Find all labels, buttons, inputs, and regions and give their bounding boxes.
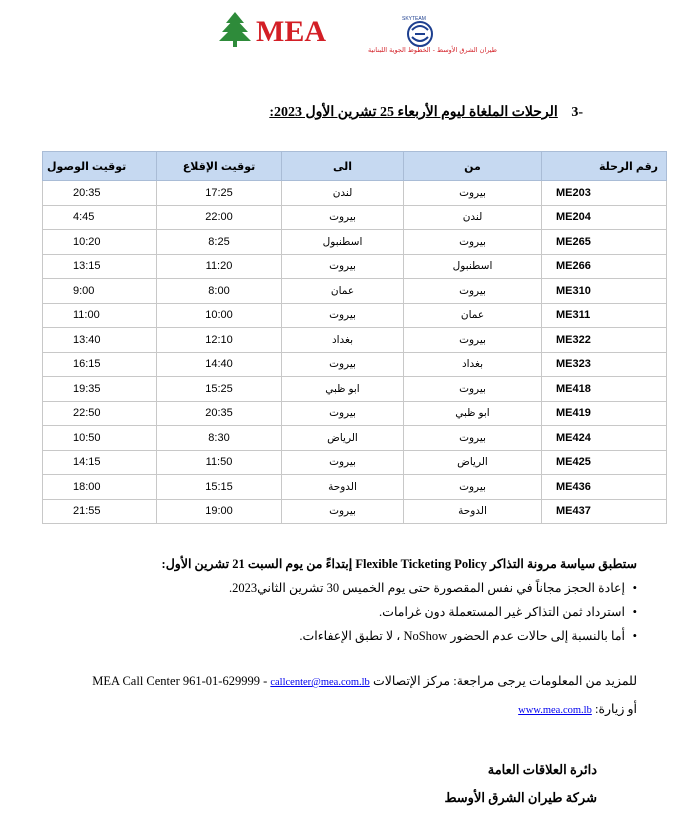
cell-flight-number: ME418 (542, 377, 667, 402)
cell-from: اسطنبول (404, 254, 542, 279)
skyteam-label: SKYTEAM (402, 16, 426, 22)
cell-departure: 20:35 (157, 401, 282, 426)
contact-line (37, 668, 637, 696)
cell-departure: 8:00 (157, 279, 282, 304)
cell-arrival: 9:00 (43, 279, 157, 304)
cell-to: لندن (282, 181, 404, 206)
table-row (43, 181, 667, 206)
cell-from: عمان (404, 303, 542, 328)
department-name: دائرة العلاقات العامة (487, 762, 597, 777)
cell-from: الدوحة (404, 499, 542, 524)
cell-to: الرياض (282, 426, 404, 451)
cell-arrival: 14:15 (43, 450, 157, 475)
cell-flight-number: ME323 (542, 352, 667, 377)
cell-flight-number: ME203 (542, 181, 667, 206)
cell-arrival: 16:15 (43, 352, 157, 377)
cell-departure: 11:20 (157, 254, 282, 279)
cell-from: بيروت (404, 279, 542, 304)
table-header-row (43, 152, 667, 181)
brand-name: MEA (256, 15, 326, 48)
table-row (43, 475, 667, 500)
cell-flight-number: ME266 (542, 254, 667, 279)
visit-label: أو زيارة: (594, 702, 637, 716)
cell-to: بيروت (282, 205, 404, 230)
cell-arrival: 20:35 (43, 181, 157, 206)
cell-departure: 10:00 (157, 303, 282, 328)
cell-to: بيروت (282, 450, 404, 475)
cedar-tree-icon (219, 12, 251, 47)
contact-text: للمزيد من المعلومات يرجى مراجعة: مركز الإتصالات MEA Call Center 961-01-629999 - (92, 674, 637, 688)
cell-arrival: 10:20 (43, 230, 157, 255)
table-row (43, 499, 667, 524)
policy-item: • أما بالنسبة إلى حالات عدم الحضور NoShow ، لا تطبق الإعفاءات. (37, 624, 625, 648)
section-number: -3 (571, 105, 583, 120)
cell-flight-number: ME310 (542, 279, 667, 304)
cell-departure: 15:25 (157, 377, 282, 402)
email-link[interactable]: callcenter@mea.com.lb (270, 677, 370, 688)
cell-arrival: 10:50 (43, 426, 157, 451)
cell-to: اسطنبول (282, 230, 404, 255)
cell-from: ابو ظبي (404, 401, 542, 426)
cell-flight-number: ME419 (542, 401, 667, 426)
cell-flight-number: ME322 (542, 328, 667, 353)
cell-from: بيروت (404, 230, 542, 255)
cell-to: ابو ظبي (282, 377, 404, 402)
table-row (43, 230, 667, 255)
brand-subtitle: طيران الشرق الأوسط - الخطوط الجوية اللبنانية (368, 46, 497, 54)
table-row (43, 352, 667, 377)
cancelled-flights-table (42, 151, 667, 524)
cell-from: بيروت (404, 181, 542, 206)
cell-to: بغداد (282, 328, 404, 353)
policy-item: • استرداد ثمن التذاكر غير المستعملة دون غرامات. (37, 600, 625, 624)
table-row (43, 401, 667, 426)
cell-arrival: 22:50 (43, 401, 157, 426)
cell-departure: 12:10 (157, 328, 282, 353)
table-row (43, 426, 667, 451)
cell-to: بيروت (282, 254, 404, 279)
cell-to: بيروت (282, 352, 404, 377)
header-to: الى (282, 152, 404, 181)
section-heading (269, 104, 583, 121)
header-from: من (404, 152, 542, 181)
policy-list (37, 576, 637, 648)
mea-logo (218, 10, 497, 60)
cell-arrival: 13:15 (43, 254, 157, 279)
skyteam-icon (408, 22, 432, 46)
cell-arrival: 18:00 (43, 475, 157, 500)
cell-to: بيروت (282, 401, 404, 426)
table-row (43, 279, 667, 304)
cell-flight-number: ME265 (542, 230, 667, 255)
table-row (43, 377, 667, 402)
cell-departure: 14:40 (157, 352, 282, 377)
cell-flight-number: ME425 (542, 450, 667, 475)
cell-arrival: 11:00 (43, 303, 157, 328)
cell-from: بيروت (404, 377, 542, 402)
cell-to: بيروت (282, 499, 404, 524)
cell-to: عمان (282, 279, 404, 304)
table-row (43, 254, 667, 279)
cell-departure: 15:15 (157, 475, 282, 500)
table-row (43, 328, 667, 353)
policy-item: • إعادة الحجز مجاناً في نفس المقصورة حتى يوم الخميس 30 تشرين الثاني2023. (37, 576, 625, 600)
cell-from: بيروت (404, 328, 542, 353)
cell-departure: 8:25 (157, 230, 282, 255)
cell-from: بيروت (404, 475, 542, 500)
cell-flight-number: ME311 (542, 303, 667, 328)
cell-from: لندن (404, 205, 542, 230)
signature-block (444, 756, 597, 812)
cell-flight-number: ME424 (542, 426, 667, 451)
header-flight-number: رقم الرحلة (542, 152, 667, 181)
cell-arrival: 19:35 (43, 377, 157, 402)
contact-info (37, 668, 637, 724)
cell-arrival: 21:55 (43, 499, 157, 524)
cell-flight-number: ME437 (542, 499, 667, 524)
cell-departure: 17:25 (157, 181, 282, 206)
cell-to: بيروت (282, 303, 404, 328)
header-departure: توقيت الإقلاع (157, 152, 282, 181)
table-row (43, 450, 667, 475)
cell-departure: 19:00 (157, 499, 282, 524)
policy-intro: ستطبق سياسة مرونة التذاكر Flexible Ticketing Policy إبتداءً من يوم السبت 21 تشرين الأول: (161, 557, 637, 571)
cell-flight-number: ME204 (542, 205, 667, 230)
table-row (43, 303, 667, 328)
cell-from: الرياض (404, 450, 542, 475)
cell-departure: 8:30 (157, 426, 282, 451)
cell-flight-number: ME436 (542, 475, 667, 500)
visit-line (37, 696, 637, 724)
cell-departure: 22:00 (157, 205, 282, 230)
table-row (43, 205, 667, 230)
website-link[interactable]: www.mea.com.lb (518, 705, 592, 716)
section-title: الرحلات الملغاة ليوم الأربعاء 25 تشرين الأول 2023: (269, 105, 558, 120)
cell-to: الدوحة (282, 475, 404, 500)
cell-arrival: 4:45 (43, 205, 157, 230)
cell-from: بيروت (404, 426, 542, 451)
header-arrival: توقيت الوصول (43, 152, 157, 181)
cell-departure: 11:50 (157, 450, 282, 475)
cell-from: بغداد (404, 352, 542, 377)
cell-arrival: 13:40 (43, 328, 157, 353)
flexible-ticketing-policy (37, 552, 637, 648)
company-name: شركة طيران الشرق الأوسط (444, 790, 597, 805)
